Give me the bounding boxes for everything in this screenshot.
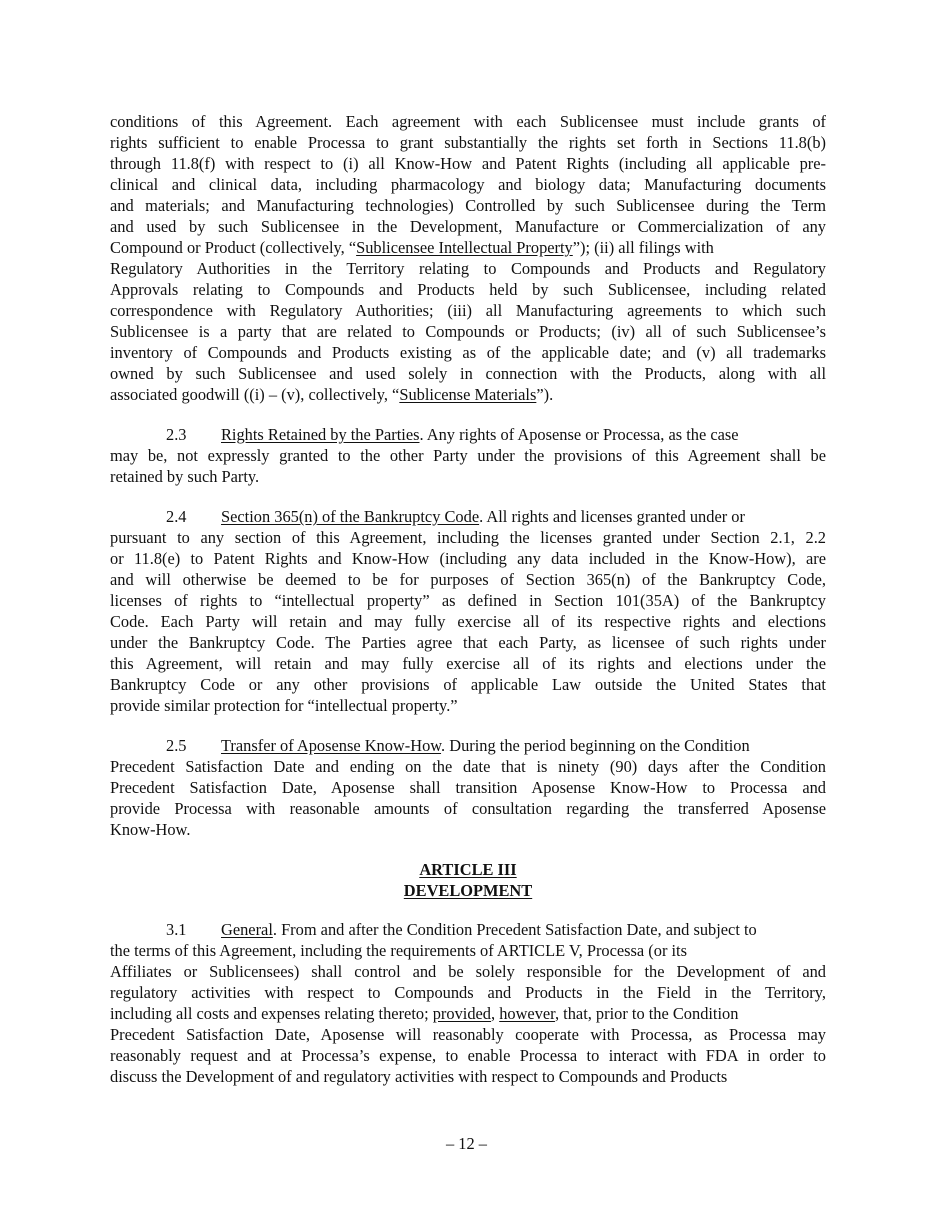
defined-term: Sublicense Materials bbox=[399, 385, 537, 404]
section-title: Rights Retained by the Parties bbox=[221, 425, 420, 444]
text-line: reasonably request and at Processa’s expense, to enable Processa to interact with FDA in order to bbox=[110, 1046, 826, 1065]
emphasis-provided: provided bbox=[432, 1004, 491, 1023]
text-line: correspondence with Regulatory Authorities; (iii) all Manufacturing agreements to which such bbox=[110, 301, 826, 320]
text-fragment: . From and after the Condition Precedent Satisfaction Date, and subject to bbox=[272, 920, 757, 939]
text-line: may be, not expressly granted to the other Party under the provisions of this Agreement shall be bbox=[110, 446, 826, 465]
section-heading-line bbox=[110, 919, 826, 940]
section-title: Section 365(n) of the Bankruptcy Code bbox=[221, 507, 480, 526]
section-number: 2.3 bbox=[166, 425, 187, 444]
text-fragment: ”); (ii) all filings with bbox=[572, 238, 714, 257]
text-line: discuss the Development of and regulatory activities with respect to Compounds and Products bbox=[110, 1067, 728, 1086]
article-title-heading: DEVELOPMENT bbox=[403, 881, 533, 900]
text-line: conditions of this Agreement. Each agreement with each Sublicensee must include grants of bbox=[110, 112, 826, 131]
text-line: regulatory activities with respect to Compounds and Products in the Field in the Territory, bbox=[110, 983, 826, 1002]
defined-term: Sublicensee Intellectual Property bbox=[356, 238, 573, 257]
section-number: 2.5 bbox=[166, 736, 187, 755]
text-fragment: . All rights and licenses granted under or bbox=[479, 507, 745, 526]
section-number: 3.1 bbox=[166, 920, 187, 939]
text-fragment: associated goodwill ((i) – (v), collectively, “ bbox=[110, 385, 400, 404]
emphasis-however: however bbox=[499, 1004, 555, 1023]
text-line: Precedent Satisfaction Date and ending on the date that is ninety (90) days after the Condition bbox=[110, 757, 826, 776]
text-line: and used by such Sublicensee in the Development, Manufacture or Commercialization of any bbox=[110, 217, 826, 236]
text-fragment: , that, prior to the Condition bbox=[554, 1004, 739, 1023]
text-line: Know-How. bbox=[110, 820, 191, 839]
section-heading-line bbox=[110, 506, 826, 527]
section-title: General bbox=[221, 920, 273, 939]
text-line: licenses of rights to “intellectual property” as defined in Section 101(35A) of the Bankruptcy bbox=[110, 591, 826, 610]
text-line: and materials; and Manufacturing technologies) Controlled by such Sublicensee during the Term bbox=[110, 196, 826, 215]
continuation-paragraph bbox=[110, 111, 826, 405]
text-line: and will otherwise be deemed to be for purposes of Section 365(n) of the Bankruptcy Code, bbox=[110, 570, 826, 589]
text-fragment: ”). bbox=[536, 385, 554, 404]
text-fragment: . During the period beginning on the Condition bbox=[441, 736, 750, 755]
text-line: provide Processa with reasonable amounts of consultation regarding the transferred Aposense bbox=[110, 799, 826, 818]
text-line: Precedent Satisfaction Date, Aposense will reasonably cooperate with Processa, as Processa may bbox=[110, 1025, 826, 1044]
section-2-4 bbox=[110, 506, 826, 716]
article-heading bbox=[110, 859, 826, 901]
text-line bbox=[110, 237, 826, 258]
text-line: provide similar protection for “intellectual property.” bbox=[110, 696, 458, 715]
text-line: Precedent Satisfaction Date, Aposense shall transition Aposense Know-How to Processa and bbox=[110, 778, 826, 797]
text-line: inventory of Compounds and Products existing as of the applicable date; and (v) all trademarks bbox=[110, 343, 826, 362]
text-line: Sublicensee is a party that are related to Compounds or Products; (iv) all of such Sublicensee’s bbox=[110, 322, 826, 341]
article-number-heading: ARTICLE III bbox=[419, 860, 517, 879]
section-2-3 bbox=[110, 424, 826, 487]
text-line: under the Bankruptcy Code. The Parties agree that each Party, as licensee of such rights under bbox=[110, 633, 826, 652]
section-heading-line bbox=[110, 735, 826, 756]
text-line: pursuant to any section of this Agreement, including the licenses granted under Section 2.1, 2.2 bbox=[110, 528, 826, 547]
text-line: the terms of this Agreement, including the requirements of ARTICLE V, Processa (or its bbox=[110, 941, 687, 960]
text-line bbox=[110, 384, 826, 405]
text-line: rights sufficient to enable Processa to grant substantially the rights set forth in Sections 11.8(b) bbox=[110, 133, 826, 152]
text-line: retained by such Party. bbox=[110, 467, 260, 486]
section-heading-line bbox=[110, 424, 826, 445]
text-fragment: including all costs and expenses relating thereto; bbox=[110, 1004, 433, 1023]
text-line: or 11.8(e) to Patent Rights and Know-How (including any data included in the Know-How), are bbox=[110, 549, 826, 568]
text-line: Code. Each Party will retain and may fully exercise all of its respective rights and elections bbox=[110, 612, 826, 631]
text-line bbox=[110, 1003, 826, 1024]
page-number: – 12 – bbox=[446, 1134, 487, 1153]
text-line: clinical and clinical data, including pharmacology and biology data; Manufacturing documents bbox=[110, 175, 826, 194]
text-line: this Agreement, will retain and may fully exercise all of its rights and elections under the bbox=[110, 654, 826, 673]
text-fragment: . Any rights of Aposense or Processa, as the case bbox=[419, 425, 739, 444]
text-line: Bankruptcy Code or any other provisions of applicable Law outside the United States that bbox=[110, 675, 826, 694]
text-fragment: Compound or Product (collectively, “ bbox=[110, 238, 357, 257]
text-line: owned by such Sublicensee and used solely in connection with the Products, along with all bbox=[110, 364, 826, 383]
article-title-wrap bbox=[110, 880, 826, 901]
text-fragment: , bbox=[490, 1004, 500, 1023]
section-number: 2.4 bbox=[166, 507, 187, 526]
text-line: through 11.8(f) with respect to (i) all Know-How and Patent Rights (including all applicable pre- bbox=[110, 154, 826, 173]
text-line: Approvals relating to Compounds and Products held by such Sublicensee, including related bbox=[110, 280, 826, 299]
text-line: Regulatory Authorities in the Territory relating to Compounds and Products and Regulatory bbox=[110, 259, 826, 278]
section-2-5 bbox=[110, 735, 826, 840]
section-3-1 bbox=[110, 919, 826, 1087]
text-line: Affiliates or Sublicensees) shall control and be solely responsible for the Development of and bbox=[110, 962, 826, 981]
document-page bbox=[110, 111, 826, 1106]
section-title: Transfer of Aposense Know-How bbox=[221, 736, 442, 755]
